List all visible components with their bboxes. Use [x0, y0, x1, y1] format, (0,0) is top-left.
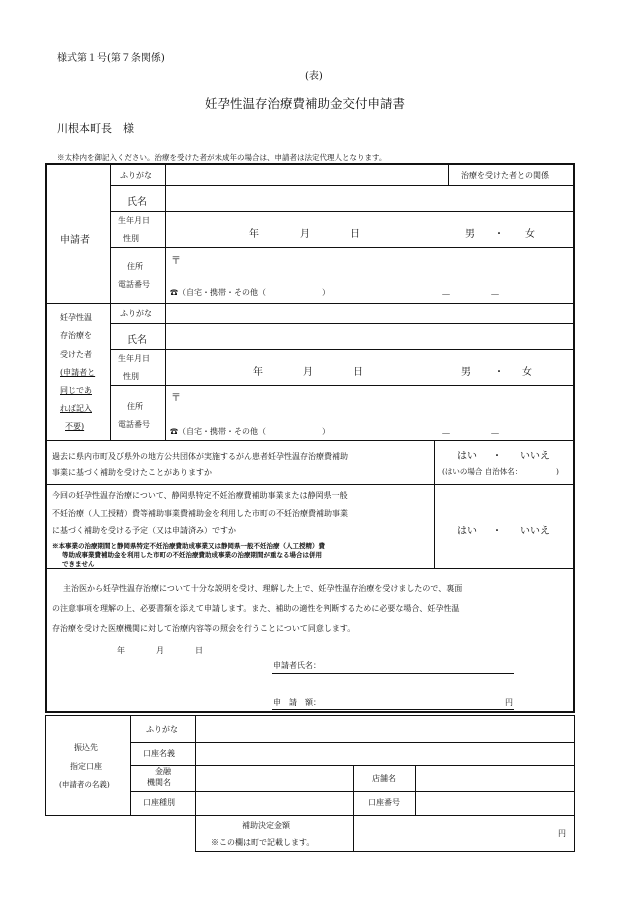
- treated-address-field[interactable]: [166, 398, 572, 420]
- account-holder-label: 口座名義: [143, 749, 175, 758]
- treated-sex-separator: ・: [494, 367, 504, 378]
- treated-section-line-6: れば記入: [60, 404, 92, 413]
- applicant-phone-dash-2: －: [490, 290, 500, 301]
- treated-month: 月: [303, 367, 313, 378]
- treated-furigana-field[interactable]: [166, 304, 572, 323]
- institution-field[interactable]: [196, 766, 352, 790]
- q1-municipality-label: (はいの場合 自治体名： ): [442, 467, 559, 476]
- q2-line-2: 不妊治療（人工授精）費等補助事業費補助金を利用した市町の不妊治療費補助事業: [52, 509, 348, 518]
- applicant-female[interactable]: 女: [525, 229, 535, 240]
- relation-label: 治療を受けた者との関係: [461, 171, 549, 180]
- treated-phone-label: 電話番号: [118, 420, 150, 429]
- applicant-sex-separator: ・: [494, 229, 504, 240]
- treated-day: 日: [353, 367, 363, 378]
- frame-right: [573, 163, 575, 713]
- bank-furigana-label: ふりがな: [146, 725, 178, 734]
- treated-dob-label: 生年月日: [118, 354, 150, 363]
- form-title: 妊孕性温存治療費補助金交付申請書: [205, 96, 406, 111]
- q2-line-3: に基づく補助を受ける予定（又は申請済み）ですか: [52, 526, 236, 535]
- applicant-month: 月: [300, 229, 310, 240]
- q2-note-3: できません: [62, 560, 95, 568]
- treated-name-field[interactable]: [166, 324, 572, 349]
- consent-day: 日: [195, 646, 203, 655]
- q2-note-2: 等助成事業費補助金を利用した市町の不妊治療費助成事業の治療期間が重なる場合は併用: [62, 551, 322, 559]
- institution-label: 機関名: [147, 778, 171, 787]
- consent-line-2: の注意事項を理解の上、必要書類を添えて申請します。また、補助の適性を判断するために必要な場合、妊孕性温: [52, 604, 460, 613]
- treated-furigana-label: ふりがな: [120, 309, 152, 318]
- treated-phone-text: ☎（自宅・携帯・その他（ ）: [170, 427, 330, 436]
- treated-female[interactable]: 女: [522, 367, 532, 378]
- consent-month: 月: [156, 646, 164, 655]
- treated-section-line-7: 不要): [65, 422, 85, 431]
- bank-section-line-3: (申請者の名義): [59, 780, 110, 789]
- applicant-year: 年: [249, 229, 259, 240]
- treated-phone-dash-1: －: [441, 429, 451, 440]
- q2-yes[interactable]: はい: [457, 526, 477, 537]
- frame-bottom: [45, 711, 575, 713]
- applicant-signature-field[interactable]: [340, 657, 512, 672]
- applicant-sex-label: 性別: [123, 234, 139, 243]
- q2-no[interactable]: いいえ: [520, 526, 550, 537]
- applicant-furigana-label: ふりがな: [120, 171, 152, 180]
- form-number: 様式第１号(第７条関係): [57, 53, 165, 64]
- amount-yen: 円: [505, 698, 513, 707]
- applicant-phone-text: ☎（自宅・携帯・その他（ ）: [170, 288, 330, 297]
- applicant-postal-mark: 〒: [171, 256, 181, 267]
- branch-label: 店舗名: [372, 774, 396, 783]
- q2-yes-no-separator: ・: [492, 526, 502, 537]
- q1-no[interactable]: いいえ: [520, 451, 550, 462]
- consent-line-1: 主治医から妊孕性温存治療について十分な説明を受け、理解した上で、妊孕性温存治療を受けましたので、裏面: [63, 584, 463, 593]
- amount-label: 申 請 額：: [273, 698, 321, 707]
- q1-line-1: 過去に県内市町及び県外の地方公共団体が実施するがん患者妊孕性温存治療費補助: [52, 452, 348, 461]
- consent-year: 年: [117, 646, 125, 655]
- q2-note-1: ※本事業の治療期間と静岡県特定不妊治療費助成事業又は静岡県一般不妊治療（人工授精）費: [52, 542, 325, 550]
- institution-label-line-1: 金融: [155, 767, 171, 776]
- treated-section-line-1: 妊孕性温: [60, 313, 92, 322]
- relation-field[interactable]: [449, 186, 573, 211]
- treated-section-line-3: 受けた者: [60, 350, 92, 359]
- consent-line-3: 存治療を受けた医療機関に対して治療内容等の照会を行うことについて同意します。: [52, 624, 356, 633]
- applicant-male[interactable]: 男: [465, 229, 475, 240]
- treated-male[interactable]: 男: [461, 367, 471, 378]
- treated-year: 年: [253, 367, 263, 378]
- treated-postal-mark: 〒: [171, 393, 181, 404]
- q1-yes-no-separator: ・: [492, 451, 502, 462]
- applicant-signature-label: 申請者氏名：: [273, 661, 321, 670]
- bank-section-line-2: 指定口座: [70, 762, 102, 771]
- applicant-day: 日: [350, 229, 360, 240]
- applicant-address-field[interactable]: [166, 262, 572, 282]
- applicant-name-field[interactable]: [166, 186, 447, 211]
- frame-left: [45, 163, 47, 713]
- branch-field[interactable]: [416, 766, 573, 790]
- applicant-section-label: 申請者: [60, 235, 90, 246]
- treated-sex-label: 性別: [123, 372, 139, 381]
- account-number-label: 口座番号: [368, 798, 400, 807]
- addressee: 川根本町長 様: [57, 122, 134, 135]
- applicant-phone-label: 電話番号: [118, 280, 150, 289]
- account-type-field[interactable]: [196, 792, 352, 814]
- q2-line-1: 今回の妊孕性温存治療について、静岡県特定不妊治療費補助事業または静岡県一般: [52, 491, 348, 500]
- applicant-phone-dash-1: －: [441, 290, 451, 301]
- applicant-furigana-field[interactable]: [166, 165, 447, 185]
- account-type-label: 口座種別: [143, 798, 175, 807]
- decision-office-note: ※この欄は町で記載します。: [211, 838, 315, 847]
- treated-section-line-2: 存治療を: [60, 331, 92, 340]
- account-holder-field[interactable]: [196, 743, 573, 764]
- q1-line-2: 事業に基づく補助を受けたことがありますか: [52, 468, 212, 477]
- instruction-note: ※太枠内を御記入ください。治療を受けた者が未成年の場合は、申請者は法定代理人となります。: [57, 153, 387, 162]
- treated-section-line-5: 同じであ: [60, 386, 92, 395]
- side-label: (表): [305, 71, 323, 82]
- decision-yen: 円: [558, 829, 566, 838]
- q1-yes[interactable]: はい: [457, 451, 477, 462]
- applicant-address-label: 住所: [127, 262, 143, 271]
- applicant-dob-label: 生年月日: [118, 216, 150, 225]
- decision-amount-label: 補助決定金額: [242, 821, 290, 830]
- treated-phone-dash-2: －: [490, 429, 500, 440]
- bank-furigana-field[interactable]: [196, 717, 573, 741]
- treated-section-line-4: (申請者と: [60, 368, 96, 377]
- treated-address-label: 住所: [127, 402, 143, 411]
- account-number-field[interactable]: [416, 792, 573, 814]
- treated-name-label: 氏名: [127, 335, 147, 346]
- amount-field[interactable]: [340, 694, 500, 708]
- bank-section-line-1: 振込先: [74, 743, 98, 752]
- applicant-name-label: 氏名: [127, 197, 147, 208]
